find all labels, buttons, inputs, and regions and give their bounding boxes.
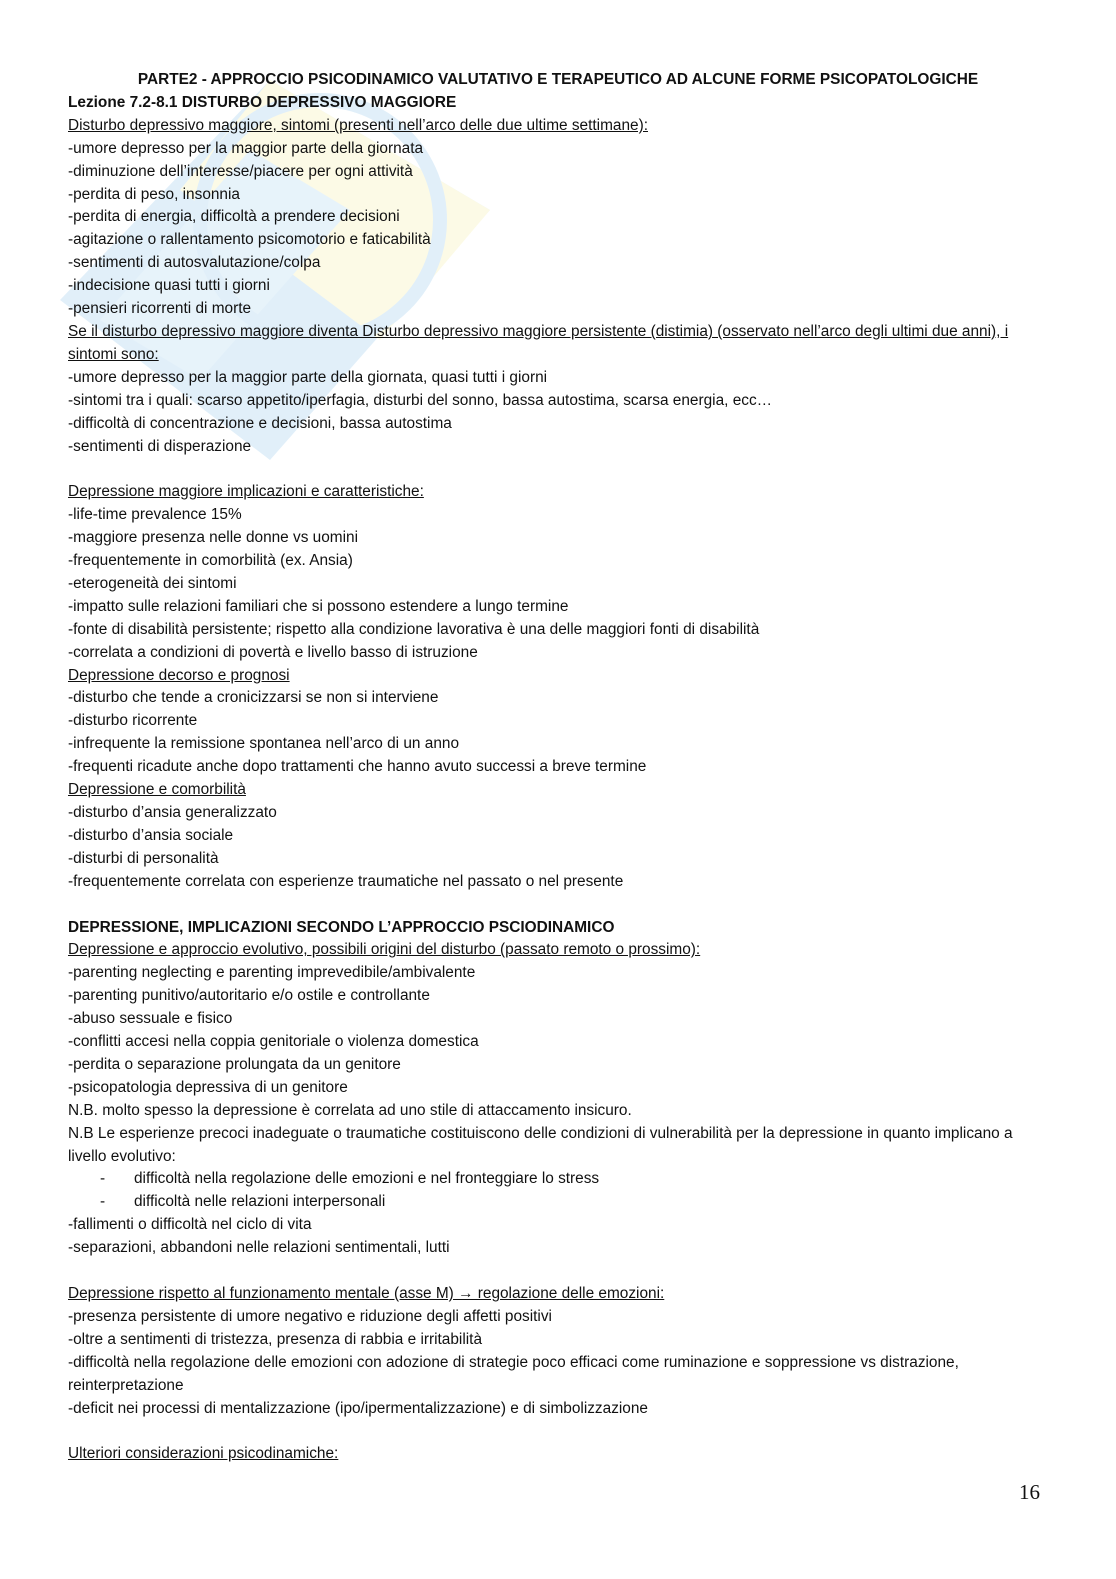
list-item: -perdita o separazione prolungata da un genitore — [68, 1055, 401, 1073]
list-item: -disturbo ricorrente — [68, 712, 198, 730]
list-item: -sentimenti di autosvalutazione/colpa — [68, 254, 321, 272]
list-item: -umore depresso per la maggior parte della giornata, quasi tutti i giorni — [68, 368, 548, 386]
list-item: -fonte di disabilità persistente; rispetto alla condizione lavorativa è una delle maggiori fonti di disabilità — [68, 620, 760, 638]
spacer — [68, 1420, 1048, 1443]
list-item: -disturbo che tende a cronicizzarsi se non si interviene — [68, 689, 439, 707]
list-item: -psicopatologia depressiva di un genitore — [68, 1078, 348, 1096]
list-item: -life-time prevalence 15% — [68, 506, 242, 524]
list-item: -parenting punitivo/autoritario e/o ostile e controllante — [68, 987, 430, 1005]
bullet-item — [68, 1168, 1048, 1191]
list-item: -diminuzione dell’interesse/piacere per ogni attività — [68, 162, 413, 180]
list-item: -indecisione quasi tutti i giorni — [68, 277, 270, 295]
note: N.B. molto spesso la depressione è correlata ad uno stile di attaccamento insicuro. — [68, 1101, 632, 1119]
page-number: 16 — [1019, 1480, 1040, 1504]
section-heading: Disturbo depressivo maggiore, sintomi (presenti nell’arco delle due ultime settimane): — [68, 116, 648, 134]
list-item: -parenting neglecting e parenting imprevedibile/ambivalente — [68, 964, 476, 982]
list-item: -separazioni, abbandoni nelle relazioni sentimentali, lutti — [68, 1239, 450, 1257]
section-title: DEPRESSIONE, IMPLICAZIONI SECONDO L’APPROCCIO PSCIODINAMICO — [68, 918, 615, 936]
list-item: -frequentemente in comorbilità (ex. Ansia) — [68, 552, 353, 570]
section-heading: Depressione maggiore implicazioni e caratteristiche: — [68, 483, 424, 501]
note: N.B Le esperienze precoci inadeguate o traumatiche costituiscono delle condizioni di vulnerabilità per la depressione in quanto implicano a livello evolutivo: — [68, 1124, 1013, 1165]
list-item: -perdita di energia, difficoltà a prendere decisioni — [68, 208, 400, 226]
list-item: -conflitti accesi nella coppia genitoriale o violenza domestica — [68, 1033, 479, 1051]
list-item: -perdita di peso, insonnia — [68, 185, 240, 203]
section-heading: Depressione rispetto al funzionamento mentale (asse M) → regolazione delle emozioni: — [68, 1284, 665, 1302]
section-heading: Depressione decorso e prognosi — [68, 666, 290, 684]
section-heading: Se il disturbo depressivo maggiore diventa Disturbo depressivo maggiore persistente (distimia) (osservato nell’arco degli ultimi due anni), i sintomi sono: — [68, 322, 1009, 363]
spacer — [68, 1260, 1048, 1283]
list-item: -disturbo d’ansia generalizzato — [68, 803, 277, 821]
bullet-dash: - — [100, 1193, 106, 1211]
list-item: -umore depresso per la maggior parte della giornata — [68, 139, 424, 157]
document-title: PARTE2 - APPROCCIO PSICODINAMICO VALUTATIVO E TERAPEUTICO AD ALCUNE FORME PSICOPATOLOGICHE — [137, 71, 979, 88]
list-item: -impatto sulle relazioni familiari che si possono estendere a lungo termine — [68, 597, 569, 615]
list-item: -deficit nei processi di mentalizzazione (ipo/ipermentalizzazione) e di simbolizzazione — [68, 1399, 648, 1417]
list-item: -fallimenti o difficoltà nel ciclo di vita — [68, 1216, 312, 1234]
bullet-dash: - — [100, 1170, 106, 1188]
list-item: -frequentemente correlata con esperienze traumatiche nel passato o nel presente — [68, 872, 624, 890]
list-item: -eterogeneità dei sintomi — [68, 574, 237, 592]
list-item: -agitazione o rallentamento psicomotorio e faticabilità — [68, 231, 431, 249]
bullet-text: difficoltà nella regolazione delle emozioni e nel fronteggiare lo stress — [134, 1170, 600, 1188]
list-item: -maggiore presenza nelle donne vs uomini — [68, 529, 359, 547]
list-item: -correlata a condizioni di povertà e livello basso di istruzione — [68, 643, 478, 661]
bullet-item — [68, 1191, 1048, 1214]
list-item: -sintomi tra i quali: scarso appetito/iperfagia, disturbi del sonno, bassa autostima, scarsa energia, ecc… — [68, 391, 773, 409]
list-item: -sentimenti di disperazione — [68, 437, 252, 455]
list-item: -abuso sessuale e fisico — [68, 1010, 233, 1028]
bullet-text: difficoltà nelle relazioni interpersonali — [134, 1193, 386, 1211]
section-heading: Depressione e approccio evolutivo, possibili origini del disturbo (passato remoto o prossimo): — [68, 941, 701, 959]
list-item: -infrequente la remissione spontanea nell’arco di un anno — [68, 735, 460, 753]
list-item: -disturbo d’ansia sociale — [68, 826, 234, 844]
list-item: -presenza persistente di umore negativo e riduzione degli affetti positivi — [68, 1307, 552, 1325]
lesson-heading: Lezione 7.2-8.1 DISTURBO DEPRESSIVO MAGGIORE — [68, 93, 457, 111]
spacer — [68, 894, 1048, 917]
section-heading: Ulteriori considerazioni psicodinamiche: — [68, 1445, 339, 1463]
section-heading: Depressione e comorbilità — [68, 781, 246, 799]
list-item: -frequenti ricadute anche dopo trattamenti che hanno avuto successi a breve termine — [68, 758, 647, 776]
list-item: -disturbi di personalità — [68, 849, 219, 867]
list-item: -difficoltà di concentrazione e decisioni, bassa autostima — [68, 414, 452, 432]
spacer — [68, 458, 1048, 481]
list-item: -difficoltà nella regolazione delle emozioni con adozione di strategie poco efficaci come ruminazione e soppressione vs distrazione, reinterpretazione — [68, 1353, 959, 1394]
list-item: -oltre a sentimenti di tristezza, presenza di rabbia e irritabilità — [68, 1330, 483, 1348]
document-page — [68, 69, 1048, 1466]
list-item: -pensieri ricorrenti di morte — [68, 300, 252, 318]
